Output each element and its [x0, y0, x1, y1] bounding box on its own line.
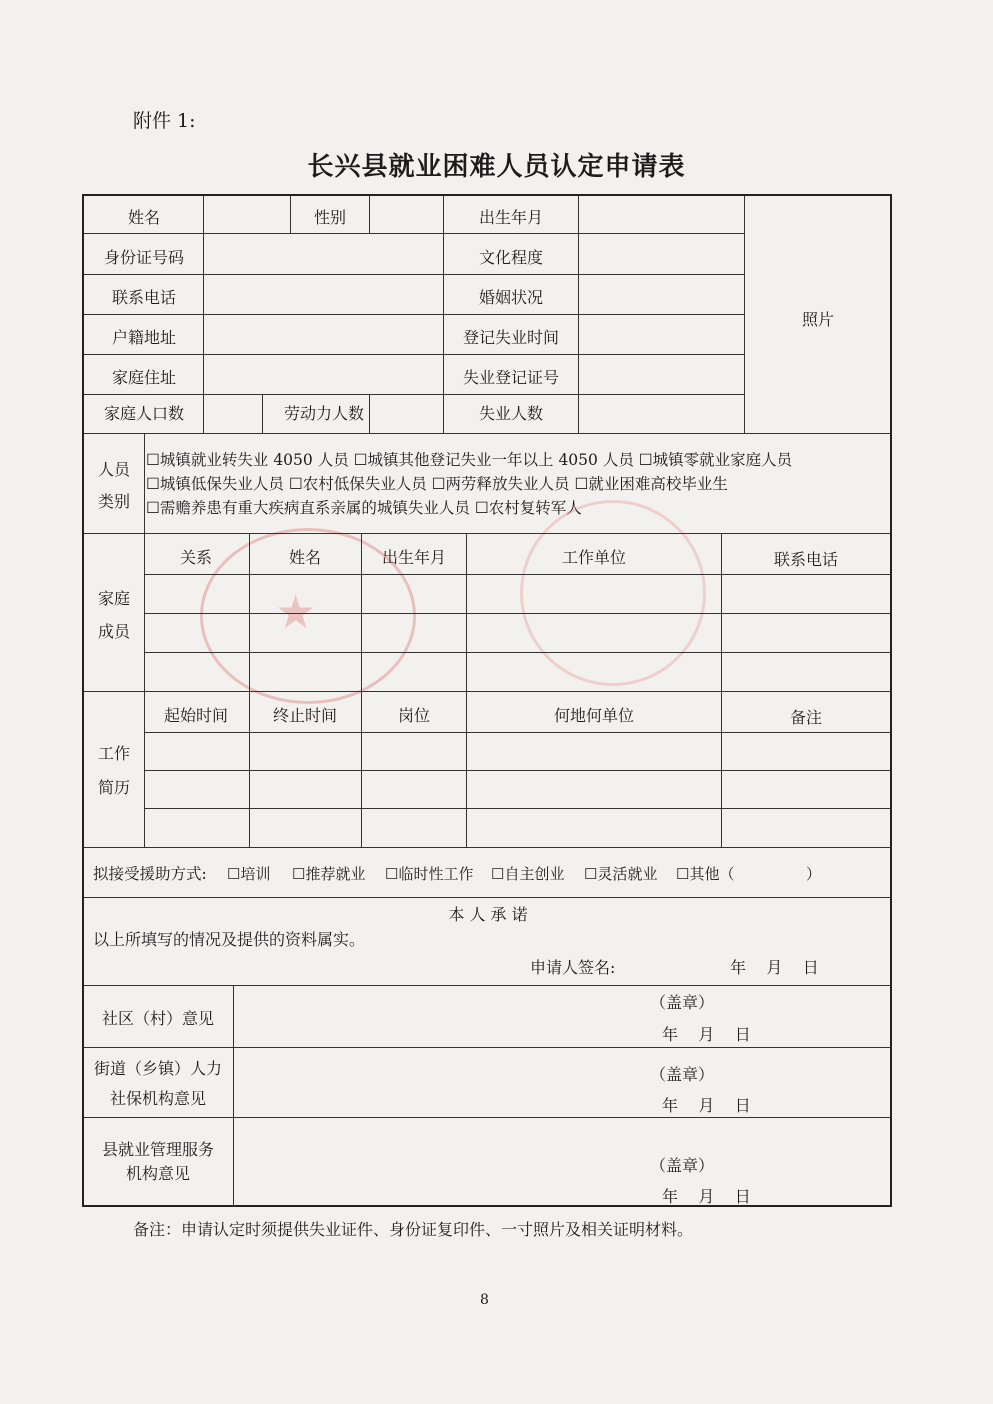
col-line: [369, 394, 370, 433]
row-line: [84, 533, 892, 534]
phone-label: 联系电话: [111, 288, 177, 307]
col-line: [249, 533, 250, 691]
col-line: [290, 196, 291, 233]
county-date: 年 月 日: [662, 1187, 751, 1206]
col-line: [443, 196, 444, 433]
row-line: [84, 274, 744, 275]
aid-option-self-employment[interactable]: ☐自主创业: [491, 865, 565, 883]
education-label: 文化程度: [478, 248, 544, 267]
col-line: [262, 394, 263, 433]
page-number: 8: [480, 1292, 489, 1308]
remark-note: 备注：申请认定时须提供失业证件、身份证复印件、一寸照片及相关证明材料。: [133, 1220, 694, 1239]
unemployment-no-label: 失业登记证号: [462, 368, 560, 387]
attachment-label: 附件 1:: [133, 110, 196, 132]
aid-label: 拟接受援助方式:: [93, 865, 207, 883]
family-header-name: 姓名: [288, 548, 322, 567]
row-line: [84, 1047, 892, 1048]
aid-other-close: ）: [806, 865, 822, 883]
county-opinion-label-2: 机构意见: [125, 1164, 191, 1183]
col-line: [466, 533, 467, 691]
work-header-place: 何地何单位: [553, 706, 635, 725]
col-line: [203, 196, 204, 433]
row-line: [144, 652, 892, 653]
family-size-label: 家庭人口数: [103, 404, 185, 423]
row-line: [84, 691, 892, 692]
col-line: [361, 691, 362, 847]
category-options-line2[interactable]: ☐城镇低保失业人员 ☐农村低保失业人员 ☐两劳释放失业人员 ☐就业困难高校毕业生: [146, 475, 728, 493]
col-line: [233, 985, 234, 1207]
row-line: [84, 433, 892, 434]
seal-star-icon: ★: [275, 585, 317, 639]
category-label-1: 人员: [97, 460, 131, 479]
work-label-1: 工作: [97, 744, 131, 763]
form-title: 长兴县就业困难人员认定申请表: [307, 152, 686, 182]
family-label-1: 家庭: [97, 589, 131, 608]
marital-label: 婚姻状况: [478, 288, 544, 307]
work-header-post: 岗位: [397, 706, 431, 725]
col-line: [144, 433, 145, 533]
applicant-signature-label: 申请人签名:: [530, 958, 616, 977]
id-number-label: 身份证号码: [103, 248, 185, 267]
category-options-line3[interactable]: ☐需赡养患有重大疾病直系亲属的城镇失业人员 ☐农村复转军人: [146, 499, 582, 517]
aid-option-other[interactable]: ☐其他（: [676, 865, 735, 883]
work-header-remark: 备注: [789, 708, 823, 727]
birth-label: 出生年月: [478, 208, 544, 227]
row-line: [84, 1117, 892, 1118]
col-line: [721, 691, 722, 847]
promise-title: 本 人 承 诺: [448, 905, 528, 924]
col-line: [744, 196, 745, 433]
row-line: [144, 808, 892, 809]
aid-option-referral[interactable]: ☐推荐就业: [292, 865, 366, 883]
promise-text: 以上所填写的情况及提供的资料属实。: [93, 930, 366, 949]
category-options-line1[interactable]: ☐城镇就业转失业 4050 人员 ☐城镇其他登记失业一年以上 4050 人员 ☐城镇零就业家庭人员: [146, 451, 793, 469]
row-line: [84, 394, 744, 395]
hukou-label: 户籍地址: [111, 328, 177, 347]
community-opinion-label: 社区（村）意见: [101, 1009, 215, 1028]
work-header-end: 终止时间: [272, 706, 338, 725]
row-line: [84, 354, 744, 355]
col-line: [361, 533, 362, 691]
gender-label: 性别: [313, 208, 347, 227]
county-stamp: （盖章）: [649, 1156, 715, 1175]
work-header-start: 起始时间: [163, 706, 229, 725]
aid-option-temporary[interactable]: ☐临时性工作: [385, 865, 474, 883]
family-header-phone: 联系电话: [773, 550, 839, 569]
row-line: [144, 613, 892, 614]
community-stamp: （盖章）: [649, 993, 715, 1012]
unemployed-count-label: 失业人数: [478, 404, 544, 423]
row-line: [144, 574, 892, 575]
aid-option-training[interactable]: ☐培训: [227, 865, 271, 883]
name-label: 姓名: [127, 208, 161, 227]
col-line: [369, 196, 370, 233]
family-header-relation: 关系: [179, 548, 213, 567]
row-line: [84, 847, 892, 848]
community-date: 年 月 日: [662, 1025, 751, 1044]
category-label-2: 类别: [97, 492, 131, 511]
photo-label: 照片: [801, 310, 835, 329]
row-line: [84, 233, 744, 234]
street-opinion-label-2: 社保机构意见: [109, 1089, 207, 1108]
home-address-label: 家庭住址: [111, 368, 177, 387]
unemployment-time-label: 登记失业时间: [462, 328, 560, 347]
row-line: [144, 770, 892, 771]
family-label-2: 成员: [97, 622, 131, 641]
street-date: 年 月 日: [662, 1096, 751, 1115]
row-line: [84, 897, 892, 898]
col-line: [578, 196, 579, 433]
row-line: [84, 985, 892, 986]
row-line: [144, 732, 892, 733]
application-form-table: [82, 194, 892, 1207]
family-header-employer: 工作单位: [561, 548, 627, 567]
street-stamp: （盖章）: [649, 1065, 715, 1084]
street-opinion-label-1: 街道（乡镇）人力: [93, 1059, 223, 1078]
col-line: [249, 691, 250, 847]
col-line: [721, 533, 722, 691]
labor-count-label: 劳动力人数: [283, 404, 365, 423]
col-line: [466, 691, 467, 847]
col-line: [144, 533, 145, 847]
aid-option-flexible[interactable]: ☐灵活就业: [584, 865, 658, 883]
work-label-2: 简历: [97, 778, 131, 797]
applicant-signature-date: 年 月 日: [730, 958, 819, 977]
row-line: [84, 314, 744, 315]
family-header-birth: 出生年月: [381, 548, 447, 567]
county-opinion-label-1: 县就业管理服务: [101, 1140, 215, 1159]
